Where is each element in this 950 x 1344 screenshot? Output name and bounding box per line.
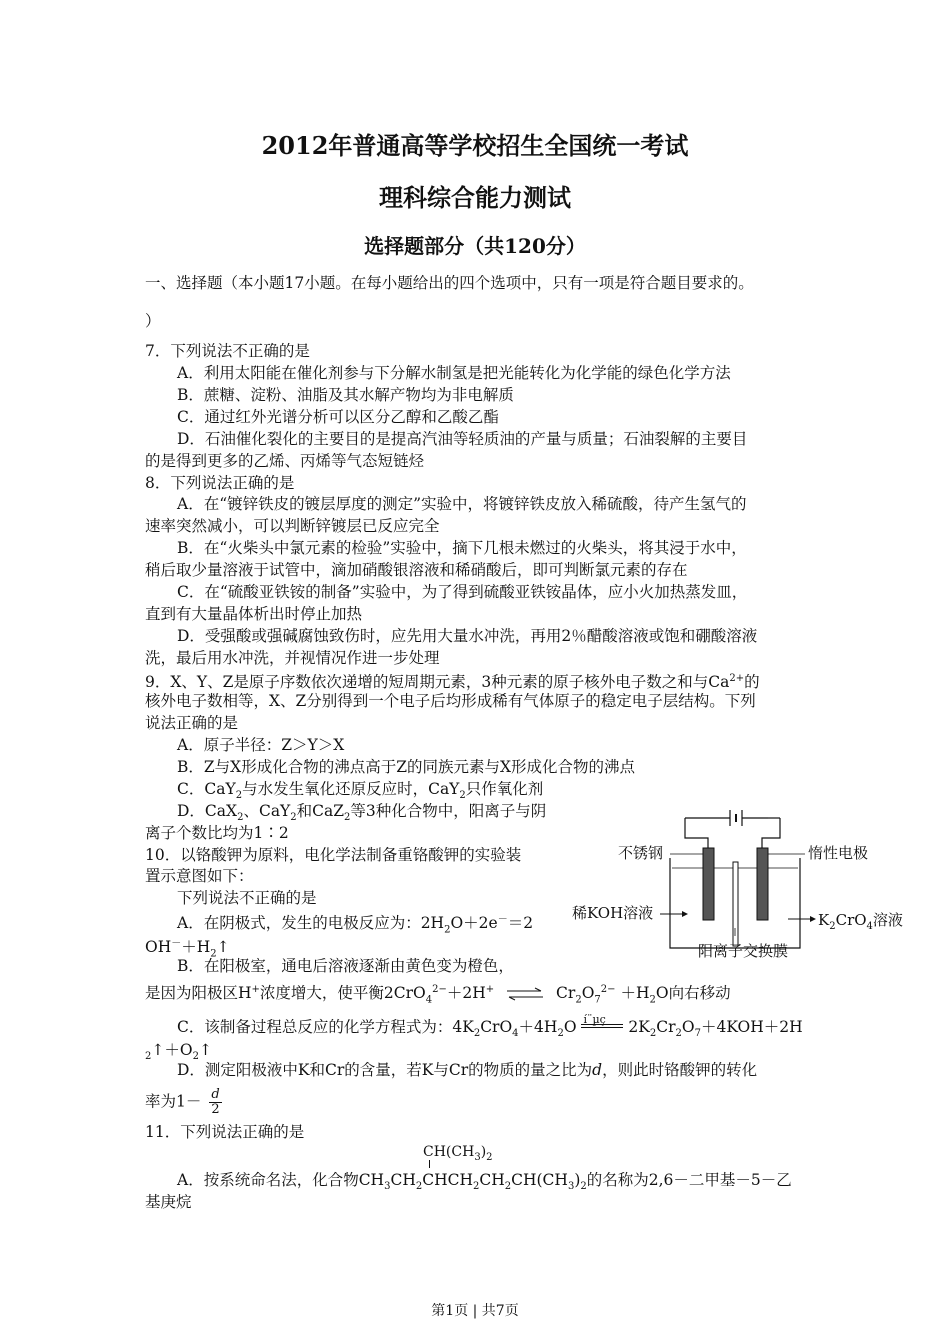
- q10-option-a-cont: $OH^-+H_2↑$: [145, 938, 230, 960]
- q10-option-d: D．测定阳极液中K和Cr的含量，若K与Cr的物质的量之比为d，则此时铬酸钾的转化: [177, 1061, 758, 1079]
- section-title: 选择题部分（共120分）: [364, 234, 586, 258]
- cation-exchange-membrane: [733, 862, 738, 946]
- q9-stem-line-1: 9．X、Y、Z是原子序数依次递增的短周期元素，3种元素的原子核外电子数之和与$Ca^{2+}$的: [145, 673, 760, 692]
- q9-stem-line-3: 说法正确的是: [145, 714, 239, 732]
- exam-subtitle: 理科综合能力测试: [379, 183, 571, 212]
- q8-option-d-cont: 洗，最后用水冲洗，并视情况作进一步处理: [145, 649, 440, 667]
- q7-option-d: D．石油催化裂化的主要目的是提高汽油等轻质油的产量与质量；石油裂解的主要目: [177, 430, 748, 448]
- q11-option-a-cont: 基庚烷: [145, 1193, 192, 1211]
- q8-option-d: D．受强酸或强碱腐蚀致伤时，应先用大量水冲洗，再用2％醋酸溶液或饱和硼酸溶液: [177, 627, 758, 645]
- label-inert-electrode: 惰性电极: [808, 844, 869, 862]
- q9-option-d-cont: 离子个数比均为1∶2: [145, 824, 289, 842]
- electrolysis-apparatus-diagram: [572, 808, 930, 968]
- fraction-d-over-2: $\frac{d}{2}$: [211, 1087, 220, 1117]
- label-potassium-dichromate: $K_2CrO_4$溶液: [818, 911, 903, 932]
- q8-option-a: A．在“镀锌铁皮的镀层厚度的测定”实验中，将镀锌铁皮放入稀硫酸，待产生氢气的: [177, 495, 747, 513]
- label-dilute-koh: 稀KOH溶液: [572, 904, 654, 922]
- q10-stem-line-1: 10．以铬酸钾为原料，电化学法制备重铬酸钾的实验装: [145, 846, 522, 864]
- reaction-arrow-line: [581, 1024, 623, 1025]
- q9-option-a: A．原子半径：Z＞Y＞X: [177, 736, 345, 754]
- q10-option-c: C．该制备过程总反应的化学方程式为：$4K_2CrO_4+4H_2O$ í¨µç $2K_2Cr_2O_7+4KOH+2H$: [177, 1017, 803, 1044]
- inlet-arrow-icon: [682, 911, 688, 917]
- q10-option-b: B．在阳极室，通电后溶液逐渐由黄色变为橙色，: [177, 957, 514, 975]
- reaction-condition: í¨µç: [583, 1013, 606, 1026]
- q9-option-c: C．CaY$_2$与水发生氧化还原反应时，CaY$_2$只作氧化剂: [177, 780, 544, 802]
- q8-option-c-cont: 直到有大量晶体析出时停止加热: [145, 605, 363, 623]
- q7-stem: 7．下列说法不正确的是: [145, 342, 310, 360]
- q9-option-b: B．Z与X形成化合物的沸点高于Z的同族元素与X形成化合物的沸点: [177, 758, 636, 776]
- q7-option-b: B．蔗糖、淀粉、油脂及其水解产物均为非电解质: [177, 386, 514, 404]
- branch-substituent: $CH(CH_3)_2$: [423, 1144, 493, 1163]
- q8-option-a-cont: 速率突然减小，可以判断锌镀层已反应完全: [145, 517, 440, 535]
- q11-stem: 11．下列说法正确的是: [145, 1123, 305, 1141]
- q10-stem-line-3: 下列说法不正确的是: [177, 889, 317, 907]
- q10-option-b-cont: 是因为阳极区H+浓度增大，使平衡2CrO$_4^{2-}$＋2H+ $Cr_2O_7^{2-} +H_2O$向右移动: [145, 984, 731, 1006]
- q10-option-a: A．在阴极式，发生的电极反应为：$2H_2O+2e^-=2$: [177, 914, 534, 936]
- label-stainless-steel: 不锈钢: [618, 844, 664, 862]
- intro-line-2: ）: [145, 312, 161, 330]
- q7-option-d-cont: 的是得到更多的乙烯、丙烯等气态短链烃: [145, 452, 425, 470]
- stainless-steel-electrode: [703, 848, 714, 920]
- q7-option-a: A．利用太阳能在催化剂参与下分解水制氢是把光能转化为化学能的绿色化学方法: [177, 364, 731, 382]
- q9-stem-line-2: 核外电子数相等，X、Z分别得到一个电子后均形成稀有气体原子的稳定电子层结构。下列: [145, 692, 756, 710]
- q8-option-c: C．在“硫酸亚铁铵的制备”实验中，为了得到硫酸亚铁铵晶体，应小火加热蒸发皿，: [177, 583, 748, 601]
- q10-option-d-cont: 率为1－ $\frac{d}{2}$: [145, 1087, 220, 1117]
- q8-option-b-cont: 稍后取少量溶液于试管中，滴加硝酸银溶液和稀硝酸后，即可判断氯元素的存在: [145, 561, 688, 579]
- label-cation-membrane: 阳离子交换膜: [698, 942, 789, 960]
- q8-stem: 8．下列说法正确的是: [145, 474, 295, 492]
- q10-option-c-cont: $_2↑+O_2↑$: [145, 1041, 212, 1063]
- q11-option-a: A．按系统命名法，化合物$CH_3CH_2CHCH_2CH_2CH(CH_3)_2$的名称为2,6－二甲基－5－乙: [177, 1171, 792, 1193]
- exam-title: 2012年普通高等学校招生全国统一考试: [261, 131, 689, 160]
- intro-line-1: 一、选择题（本小题17小题。在每小题给出的四个选项中，只有一项是符合题目要求的。: [145, 274, 754, 292]
- q10-stem-line-2: 置示意图如下：: [145, 867, 254, 885]
- inert-electrode: [757, 848, 768, 920]
- reaction-arrow-line: [581, 1027, 623, 1028]
- branch-bond: [429, 1160, 430, 1168]
- page-footer: 第1页 | 共7页: [431, 1303, 519, 1319]
- equilibrium-arrows-icon: [505, 987, 545, 1001]
- q8-option-b: B．在“火柴头中氯元素的检验”实验中，摘下几根未燃过的火柴头，将其浸于水中，: [177, 539, 747, 557]
- outlet-arrow-icon: [810, 916, 816, 922]
- q7-option-c: C．通过红外光谱分析可以区分乙醇和乙酸乙酯: [177, 408, 499, 426]
- q9-option-d: D．CaX$_2$、CaY$_2$和CaZ$_2$等3种化合物中，阳离子与阴: [177, 802, 547, 824]
